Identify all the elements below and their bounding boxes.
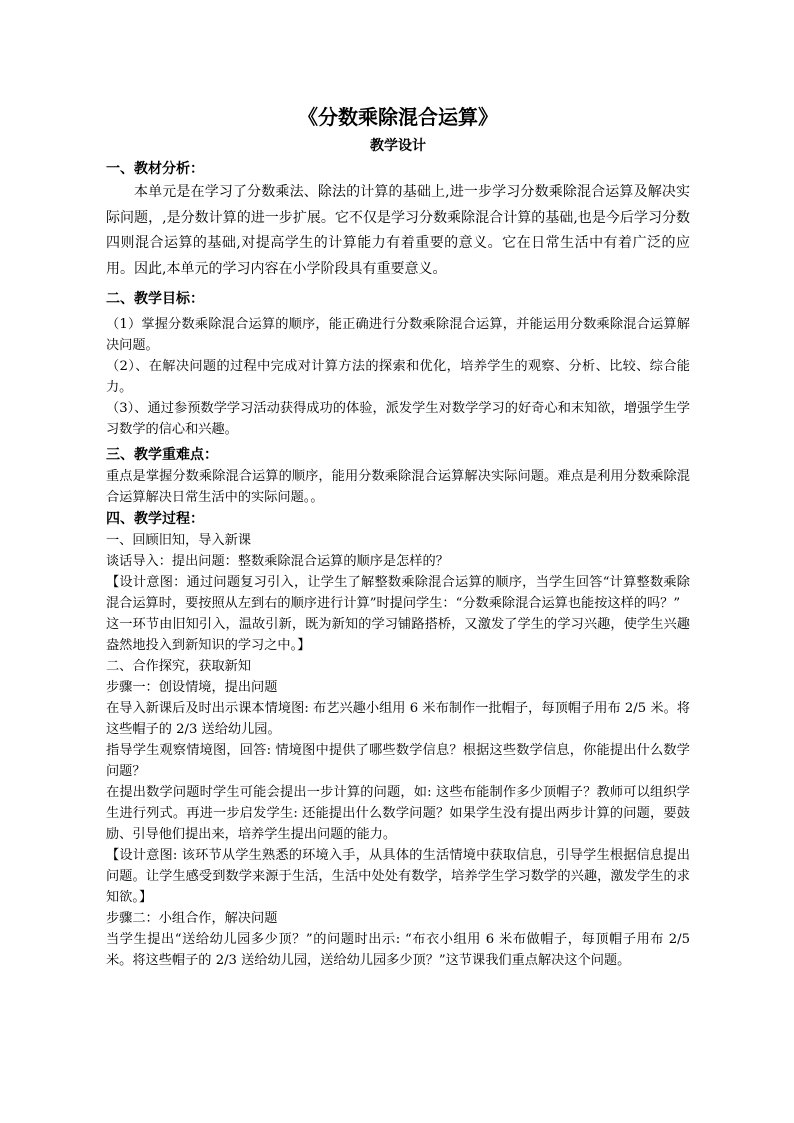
document-subtitle: 教学设计 <box>370 138 426 154</box>
substep-1-design: 【设计意图: 该环节从学生熟悉的环境入手，从具体的生活情境中获取信息，引导学生根据信息提出问题。让学生感受到数学来源于生活，生活中处处有数学，培养学生学习数学的兴趣，激发学生的求知欲。】 <box>106 848 690 906</box>
substep-1-title: 步骤一：创设情境，提出问题 <box>106 680 278 696</box>
substep-2-paragraph-1: 当学生提出“送给幼儿园多少顶？”的问题时出示: “布衣小组用 6 米布做帽子，每顶帽子用布 2/5 米。将这些帽子的 2/3 送给幼儿园，送给幼儿园多少顶？”这节课我们重点解决这个问题。 <box>106 932 690 969</box>
process-step-1-summary: 这一环节由旧知引入，温故引新，既为新知的学习铺路搭桥，又激发了学生的学习兴趣，使学生兴趣盎然地投入到新知识的学习之中。】 <box>106 617 690 654</box>
process-step-1-title: 一、回顾旧知，导入新课 <box>106 533 252 549</box>
substep-1-paragraph-3: 在提出数学问题时学生可能会提出一步计算的问题，如: 这些布能制作多少顶帽子？教师可以组织学生进行列式。再进一步启发学生: 还能提出什么数学问题？如果学生没有提出两步计算的问题，要鼓励、引导他们提出来，培养学生提出问题的能力。 <box>106 785 690 843</box>
document-page <box>106 100 690 971</box>
document-title: 《分数乘除混合运算》 <box>298 105 498 129</box>
substep-2-title: 步骤二：小组合作，解决问题 <box>106 911 278 927</box>
process-step-1-intro: 谈话导入：提出问题：整数乘除混合运算的顺序是怎样的？ <box>106 554 449 570</box>
goal-item-1: （1）掌握分数乘除混合运算的顺序，能正确进行分数乘除混合运算，并能运用分数乘除混合运算解决问题。 <box>106 317 690 354</box>
goal-item-2: （2）、在解决问题的过程中完成对计算方法的探索和优化，培养学生的观察、分析、比较、综合能力。 <box>106 359 690 396</box>
goal-item-3: （3）、通过参预数学学习活动获得成功的体验，派发学生对数学学习的好奇心和末知欲，增强学生学习数学的信心和兴趣。 <box>106 401 690 438</box>
substep-1-paragraph-2: 指导学生观察情境图，回答: 情境图中提供了哪些数学信息？根据这些数学信息，你能提出什么数学问题？ <box>106 743 690 780</box>
section-heading-goals: 二、教学目标： <box>106 291 204 308</box>
process-step-1-design: 【设计意图：通过问题复习引入，让学生了解整数乘除混合运算的顺序，当学生回答“计算整数乘除混合运算时，要按照从左到右的顺序进行计算”时提问学生：“分数乘除混合运算也能按这样的吗？” <box>106 575 690 612</box>
section-heading-key-points: 三、教学重难点： <box>106 447 218 464</box>
section-heading-process: 四、教学过程： <box>106 511 204 528</box>
process-step-2-title: 二、合作探究，获取新知 <box>106 659 252 675</box>
section-body-key-points: 重点是掌握分数乘除混合运算的顺序，能用分数乘除混合运算解决实际问题。难点是利用分数乘除混合运算解决日常生活中的实际问题。。 <box>106 469 690 506</box>
substep-1-paragraph-1: 在导入新课后及时出示课本情境图: 布艺兴趣小组用 6 米布制作一批帽子，每顶帽子用布 2/5 米。将这些帽子的 2/3 送给幼儿园。 <box>106 701 690 738</box>
section-heading-analysis: 一、教材分析： <box>106 161 204 177</box>
section-body-analysis: 本单元是在学习了分数乘法、除法的计算的基础上,进一步学习分数乘除混合运算及解决实际问题，,是分数计算的进一步扩展。它不仅是学习分数乘除混合计算的基础,也是今后学习分数四则混合运算的基础,对提高学生的计算能力有着重要的意义。它在日常生活中有着广泛的应用。因此,本单元的学习内容在小学阶段具有重要意义。 <box>106 184 690 277</box>
